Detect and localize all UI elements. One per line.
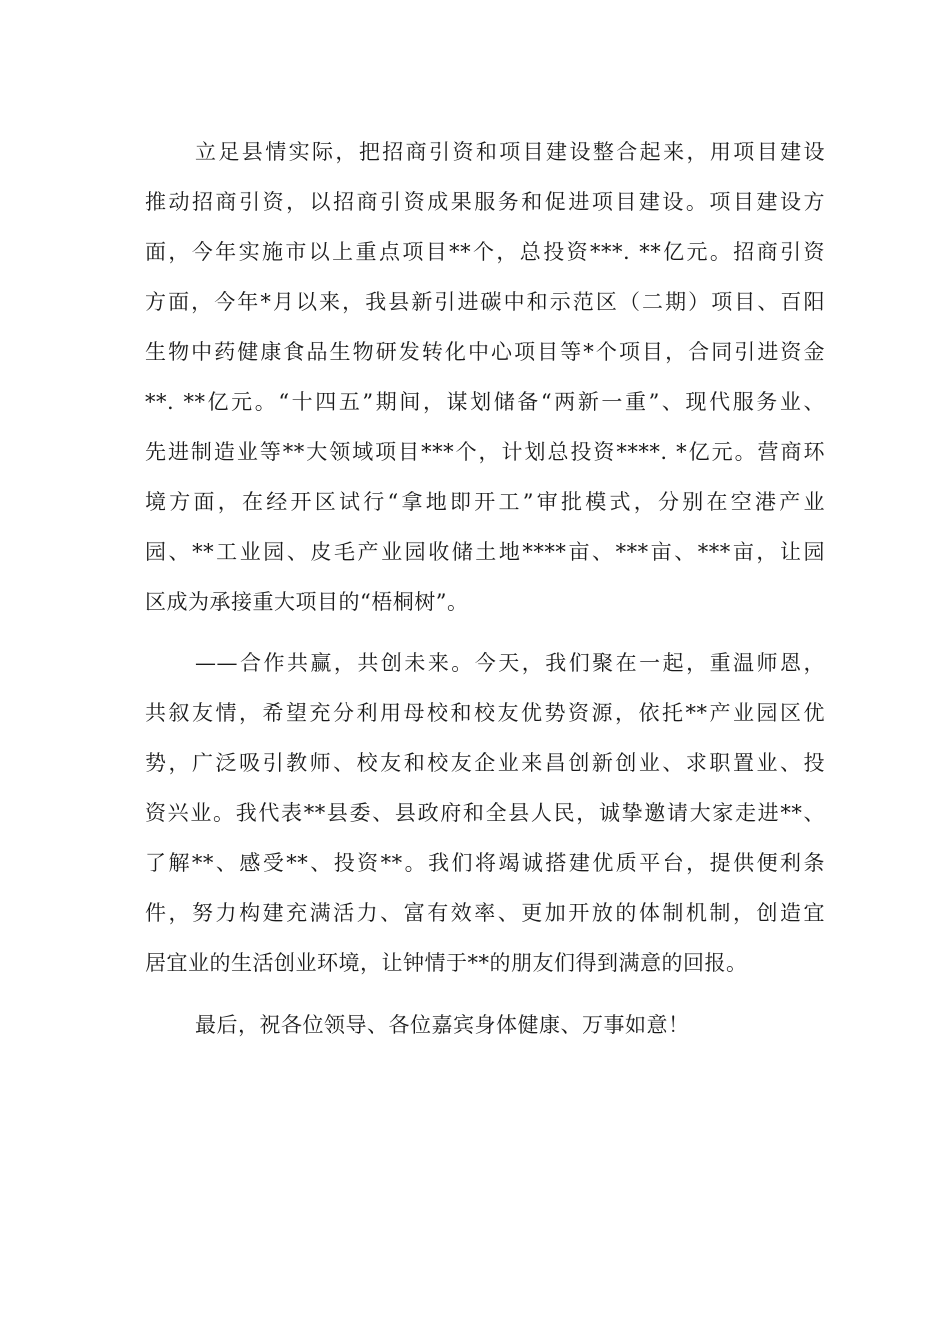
text-line: 推动招商引资，以招商引资成果服务和促进项目建设。项目建设方	[145, 190, 825, 214]
text-line: 生物中药健康食品生物研发转化中心项目等*个项目，合同引进资金	[145, 340, 825, 364]
text-line: 区成为承接重大项目的“梧桐树”。	[145, 590, 469, 614]
text-line: 了解**、感受**、投资**。我们将竭诚搭建优质平台，提供便利条	[145, 851, 825, 875]
text-line: 先进制造业等**大领域项目***个，计划总投资****. *亿元。营商环	[145, 440, 825, 464]
text-line: 方面，今年*月以来，我县新引进碳中和示范区（二期）项目、百阳	[145, 290, 825, 314]
text-line: 共叙友情，希望充分利用母校和校友优势资源，依托**产业园区优	[145, 701, 825, 725]
text-line: 境方面，在经开区试行“拿地即开工”审批模式，分别在空港产业	[145, 490, 825, 514]
text-line: 园、**工业园、皮毛产业园收储土地****亩、***亩、***亩，让园	[145, 540, 825, 564]
paragraph-cooperation	[145, 638, 825, 988]
text-line: 居宜业的生活创业环境，让钟情于**的朋友们得到满意的回报。	[145, 951, 748, 975]
text-line: 立足县情实际，把招商引资和项目建设整合起来，用项目建设	[195, 140, 825, 164]
text-line: 件，努力构建充满活力、富有效率、更加开放的体制机制，创造宜	[145, 901, 825, 925]
paragraph-investment-projects	[145, 127, 825, 627]
text-line: 资兴业。我代表**县委、县政府和全县人民，诚挚邀请大家走进**、	[145, 801, 825, 825]
text-line: 面，今年实施市以上重点项目**个，总投资***. **亿元。招商引资	[145, 240, 825, 264]
text-line: ——合作共赢，共创未来。今天，我们聚在一起，重温师恩，	[195, 651, 825, 675]
text-line: 最后，祝各位领导、各位嘉宾身体健康、万事如意！	[195, 1013, 690, 1037]
paragraph-closing	[145, 1000, 825, 1050]
text-line: 势，广泛吸引教师、校友和校友企业来昌创新创业、求职置业、投	[145, 751, 825, 775]
text-line: **. **亿元。“十四五”期间，谋划储备“两新一重”、现代服务业、	[145, 390, 825, 414]
